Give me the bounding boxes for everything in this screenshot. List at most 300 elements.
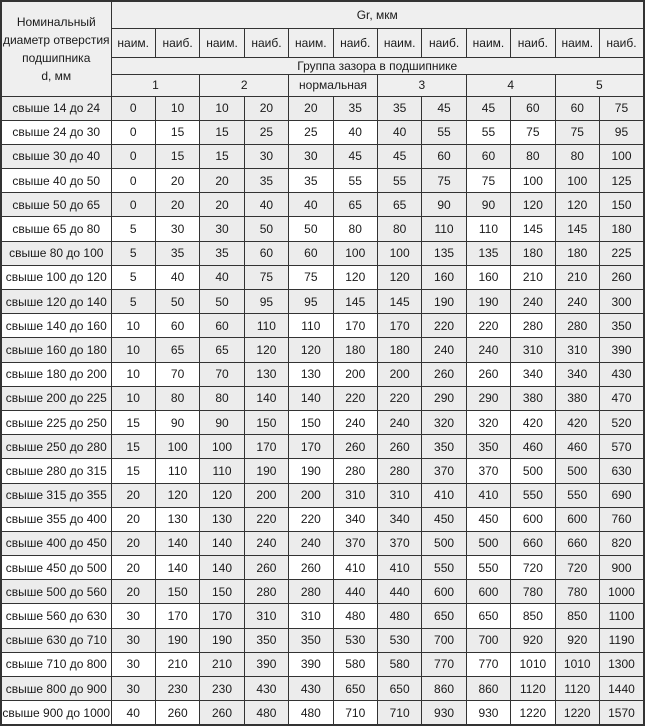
group-caption: Группа зазора в подшипнике (111, 57, 644, 74)
table-cell: 75 (511, 120, 555, 144)
table-cell: 600 (466, 580, 510, 604)
table-row (1, 96, 644, 120)
table-row (1, 507, 644, 531)
table-cell: 90 (422, 193, 466, 217)
table-cell: 900 (599, 556, 644, 580)
table-cell: 80 (555, 144, 599, 168)
table-cell: 260 (289, 556, 333, 580)
table-cell: 95 (599, 120, 644, 144)
table-row (1, 144, 644, 168)
table-cell: 240 (377, 410, 421, 434)
column-subheader: наиб. (333, 28, 377, 57)
table-cell: 60 (289, 241, 333, 265)
table-cell: 135 (422, 241, 466, 265)
column-subheader: наим. (555, 28, 599, 57)
table-cell: 150 (244, 410, 288, 434)
table-cell: 20 (111, 483, 155, 507)
table-cell: 600 (511, 507, 555, 531)
table-cell: 120 (200, 483, 244, 507)
table-cell: 240 (422, 338, 466, 362)
table-cell: 240 (555, 290, 599, 314)
table-cell: 100 (555, 169, 599, 193)
table-cell: 370 (377, 531, 421, 555)
table-cell: 15 (200, 144, 244, 168)
table-cell: 380 (555, 386, 599, 410)
table-cell: 240 (289, 531, 333, 555)
table-cell: 40 (155, 265, 199, 289)
table-cell: 130 (200, 507, 244, 531)
table-cell: 190 (289, 459, 333, 483)
table-row (1, 193, 644, 217)
table-cell: 180 (377, 338, 421, 362)
table-cell: 780 (511, 580, 555, 604)
table-cell: 65 (377, 193, 421, 217)
table-cell: 25 (289, 120, 333, 144)
table-cell: 260 (422, 362, 466, 386)
row-label: свыше 315 до 355 (1, 483, 111, 507)
table-cell: 350 (289, 628, 333, 652)
row-label: свыше 140 до 160 (1, 314, 111, 338)
table-cell: 320 (466, 410, 510, 434)
table-cell: 150 (599, 193, 644, 217)
table-row (1, 338, 644, 362)
table-row (1, 169, 644, 193)
table-cell: 90 (200, 410, 244, 434)
table-cell: 95 (244, 290, 288, 314)
table-cell: 150 (155, 580, 199, 604)
table-cell: 145 (377, 290, 421, 314)
table-cell: 140 (200, 556, 244, 580)
group-header: нормальная (289, 74, 378, 96)
table-cell: 20 (244, 96, 288, 120)
table-cell: 140 (289, 386, 333, 410)
table-cell: 100 (200, 435, 244, 459)
table-cell: 410 (377, 556, 421, 580)
table-cell: 580 (333, 652, 377, 676)
table-cell: 770 (466, 652, 510, 676)
table-cell: 340 (333, 507, 377, 531)
table-cell: 480 (333, 604, 377, 628)
row-label: свыше 710 до 800 (1, 652, 111, 676)
table-cell: 25 (244, 120, 288, 144)
table-cell: 80 (511, 144, 555, 168)
table-cell: 20 (111, 507, 155, 531)
table-cell: 1120 (555, 677, 599, 701)
table-cell: 230 (200, 677, 244, 701)
table-row (1, 580, 644, 604)
table-cell: 15 (155, 120, 199, 144)
table-cell: 930 (422, 701, 466, 725)
table-cell: 280 (511, 314, 555, 338)
table-cell: 60 (555, 96, 599, 120)
table-cell: 110 (466, 217, 510, 241)
table-cell: 10 (111, 386, 155, 410)
table-cell: 340 (377, 507, 421, 531)
table-row (1, 290, 644, 314)
table-cell: 95 (289, 290, 333, 314)
table-cell: 310 (377, 483, 421, 507)
table-cell: 170 (377, 314, 421, 338)
table-cell: 1100 (599, 604, 644, 628)
table-cell: 280 (289, 580, 333, 604)
table-cell: 140 (200, 531, 244, 555)
table-cell: 0 (111, 193, 155, 217)
table-cell: 15 (200, 120, 244, 144)
table-cell: 0 (111, 144, 155, 168)
group-header: 5 (555, 74, 644, 96)
table-cell: 60 (155, 314, 199, 338)
table-cell: 760 (599, 507, 644, 531)
table-cell: 170 (244, 435, 288, 459)
table-cell: 60 (466, 144, 510, 168)
table-cell: 160 (466, 265, 510, 289)
table-cell: 260 (599, 265, 644, 289)
table-cell: 650 (333, 677, 377, 701)
table-cell: 310 (511, 338, 555, 362)
table-cell: 10 (111, 314, 155, 338)
table-cell: 690 (599, 483, 644, 507)
column-subheader: наим. (111, 28, 155, 57)
table-cell: 45 (422, 96, 466, 120)
table-cell: 125 (599, 169, 644, 193)
table-cell: 1440 (599, 677, 644, 701)
table-cell: 30 (111, 652, 155, 676)
table-cell: 70 (200, 362, 244, 386)
table-cell: 60 (422, 144, 466, 168)
table-cell: 320 (422, 410, 466, 434)
table-cell: 20 (155, 193, 199, 217)
table-cell: 290 (466, 386, 510, 410)
table-cell: 480 (244, 701, 288, 725)
table-cell: 310 (333, 483, 377, 507)
table-cell: 550 (466, 556, 510, 580)
table-cell: 30 (155, 217, 199, 241)
table-cell: 280 (555, 314, 599, 338)
table-row (1, 435, 644, 459)
table-cell: 720 (511, 556, 555, 580)
table-cell: 220 (422, 314, 466, 338)
table-cell: 350 (466, 435, 510, 459)
table-cell: 600 (555, 507, 599, 531)
table-cell: 220 (377, 386, 421, 410)
row-header-line: Номинальный (16, 14, 96, 29)
table-cell: 90 (155, 410, 199, 434)
table-cell: 550 (511, 483, 555, 507)
table-cell: 35 (244, 169, 288, 193)
table-cell: 15 (111, 410, 155, 434)
row-header-line: диаметр отверстия (2, 32, 110, 47)
table-cell: 35 (333, 96, 377, 120)
table-cell: 350 (244, 628, 288, 652)
table-cell: 35 (200, 241, 244, 265)
table-cell: 820 (599, 531, 644, 555)
table-cell: 210 (511, 265, 555, 289)
table-cell: 220 (289, 507, 333, 531)
column-subheader: наим. (200, 28, 244, 57)
row-label: свыше 450 до 500 (1, 556, 111, 580)
table-cell: 420 (555, 410, 599, 434)
table-cell: 220 (333, 386, 377, 410)
table-cell: 350 (422, 435, 466, 459)
table-cell: 630 (599, 459, 644, 483)
table-cell: 180 (599, 217, 644, 241)
table-cell: 120 (155, 483, 199, 507)
table-cell: 120 (244, 338, 288, 362)
table-cell: 200 (289, 483, 333, 507)
table-cell: 480 (289, 701, 333, 725)
row-header-label (1, 1, 111, 96)
table-cell: 550 (422, 556, 466, 580)
table-cell: 390 (244, 652, 288, 676)
column-subheader: наиб. (511, 28, 555, 57)
table-cell: 700 (466, 628, 510, 652)
table-cell: 550 (555, 483, 599, 507)
table-cell: 20 (289, 96, 333, 120)
table-cell: 310 (244, 604, 288, 628)
table-cell: 1190 (599, 628, 644, 652)
table-cell: 75 (244, 265, 288, 289)
table-cell: 310 (555, 338, 599, 362)
table-cell: 10 (200, 96, 244, 120)
table-cell: 500 (422, 531, 466, 555)
table-cell: 5 (111, 290, 155, 314)
row-label: свыше 180 до 200 (1, 362, 111, 386)
table-cell: 470 (599, 386, 644, 410)
table-cell: 5 (111, 217, 155, 241)
table-cell: 1570 (599, 701, 644, 725)
table-cell: 110 (422, 217, 466, 241)
table-row (1, 604, 644, 628)
table-cell: 20 (111, 531, 155, 555)
table-cell: 120 (289, 338, 333, 362)
table-cell: 90 (466, 193, 510, 217)
table-cell: 720 (555, 556, 599, 580)
table-cell: 530 (377, 628, 421, 652)
table-cell: 0 (111, 96, 155, 120)
table-cell: 130 (289, 362, 333, 386)
table-cell: 200 (377, 362, 421, 386)
table-cell: 50 (244, 217, 288, 241)
row-label: свыше 65 до 80 (1, 217, 111, 241)
table-cell: 100 (155, 435, 199, 459)
table-cell: 430 (244, 677, 288, 701)
table-cell: 145 (511, 217, 555, 241)
table-row (1, 241, 644, 265)
table-cell: 200 (244, 483, 288, 507)
table-cell: 55 (377, 169, 421, 193)
table-cell: 1010 (511, 652, 555, 676)
table-cell: 170 (289, 435, 333, 459)
table-cell: 75 (555, 120, 599, 144)
table-cell: 430 (289, 677, 333, 701)
table-cell: 75 (599, 96, 644, 120)
table-cell: 1300 (599, 652, 644, 676)
table-cell: 220 (244, 507, 288, 531)
row-label: свыше 40 до 50 (1, 169, 111, 193)
table-cell: 230 (155, 677, 199, 701)
table-cell: 40 (289, 193, 333, 217)
table-cell: 110 (200, 459, 244, 483)
table-row (1, 628, 644, 652)
table-row (1, 531, 644, 555)
table-cell: 260 (200, 701, 244, 725)
table-cell: 30 (244, 144, 288, 168)
table-cell: 190 (244, 459, 288, 483)
table-row (1, 265, 644, 289)
table-cell: 370 (466, 459, 510, 483)
table-cell: 660 (555, 531, 599, 555)
table-cell: 380 (511, 386, 555, 410)
table-cell: 650 (466, 604, 510, 628)
row-label: свыше 200 до 225 (1, 386, 111, 410)
table-cell: 570 (599, 435, 644, 459)
table-cell: 130 (244, 362, 288, 386)
table-cell: 150 (289, 410, 333, 434)
table-cell: 780 (555, 580, 599, 604)
row-label: свыше 400 до 450 (1, 531, 111, 555)
table-cell: 145 (555, 217, 599, 241)
table-cell: 20 (200, 193, 244, 217)
table-row (1, 483, 644, 507)
table-cell: 280 (333, 459, 377, 483)
table-cell: 80 (155, 386, 199, 410)
table-cell: 450 (422, 507, 466, 531)
table-cell: 0 (111, 169, 155, 193)
table-cell: 500 (511, 459, 555, 483)
table-cell: 240 (333, 410, 377, 434)
table-cell: 430 (599, 362, 644, 386)
table-cell: 440 (333, 580, 377, 604)
row-label: свыше 120 до 140 (1, 290, 111, 314)
table-cell: 120 (555, 193, 599, 217)
table-cell: 140 (155, 531, 199, 555)
table-cell: 65 (333, 193, 377, 217)
table-cell: 40 (200, 265, 244, 289)
table-cell: 260 (377, 435, 421, 459)
table-cell: 200 (333, 362, 377, 386)
table-cell: 75 (289, 265, 333, 289)
table-cell: 260 (155, 701, 199, 725)
column-subheader: наиб. (155, 28, 199, 57)
table-cell: 190 (200, 628, 244, 652)
gr-header: Gr, мкм (111, 1, 644, 28)
group-header: 4 (466, 74, 555, 96)
table-cell: 120 (511, 193, 555, 217)
table-cell: 145 (333, 290, 377, 314)
table-cell: 35 (289, 169, 333, 193)
table-cell: 40 (333, 120, 377, 144)
row-label: свыше 80 до 100 (1, 241, 111, 265)
table-cell: 500 (466, 531, 510, 555)
table-cell: 70 (155, 362, 199, 386)
table-cell: 55 (466, 120, 510, 144)
table-cell: 930 (466, 701, 510, 725)
group-header: 1 (111, 74, 200, 96)
table-cell: 1000 (599, 580, 644, 604)
table-cell: 35 (377, 96, 421, 120)
table-cell: 50 (289, 217, 333, 241)
row-label: свыше 50 до 65 (1, 193, 111, 217)
table-cell: 110 (244, 314, 288, 338)
table-cell: 30 (111, 604, 155, 628)
table-cell: 280 (377, 459, 421, 483)
table-cell: 5 (111, 241, 155, 265)
table-cell: 15 (111, 459, 155, 483)
table-cell: 600 (422, 580, 466, 604)
table-cell: 160 (422, 265, 466, 289)
table-cell: 390 (599, 338, 644, 362)
table-cell: 0 (111, 120, 155, 144)
table-row (1, 701, 644, 725)
table-cell: 20 (111, 556, 155, 580)
row-label: свыше 24 до 30 (1, 120, 111, 144)
table-cell: 225 (599, 241, 644, 265)
table-cell: 860 (422, 677, 466, 701)
table-cell: 340 (511, 362, 555, 386)
table-cell: 410 (333, 556, 377, 580)
table-cell: 190 (422, 290, 466, 314)
table-cell: 710 (333, 701, 377, 725)
table-cell: 140 (155, 556, 199, 580)
table-cell: 440 (377, 580, 421, 604)
row-label: свыше 14 до 24 (1, 96, 111, 120)
table-cell: 260 (333, 435, 377, 459)
column-subheader: наиб. (244, 28, 288, 57)
row-header-line: подшипника (22, 50, 91, 65)
table-cell: 180 (555, 241, 599, 265)
table-cell: 300 (599, 290, 644, 314)
table-cell: 120 (333, 265, 377, 289)
table-cell: 390 (289, 652, 333, 676)
table-cell: 450 (466, 507, 510, 531)
table-cell: 1010 (555, 652, 599, 676)
table-cell: 240 (511, 290, 555, 314)
table-cell: 1220 (511, 701, 555, 725)
table-cell: 40 (377, 120, 421, 144)
table-cell: 40 (111, 701, 155, 725)
table-cell: 135 (466, 241, 510, 265)
table-cell: 850 (511, 604, 555, 628)
table-cell: 65 (200, 338, 244, 362)
table-cell: 210 (555, 265, 599, 289)
table-cell: 770 (422, 652, 466, 676)
table-cell: 100 (377, 241, 421, 265)
column-subheader: наим. (289, 28, 333, 57)
group-header: 2 (200, 74, 289, 96)
table-cell: 75 (466, 169, 510, 193)
table-cell: 60 (200, 314, 244, 338)
table-cell: 580 (377, 652, 421, 676)
table-cell: 35 (155, 241, 199, 265)
table-cell: 100 (599, 144, 644, 168)
table-cell: 10 (111, 338, 155, 362)
table-cell: 45 (466, 96, 510, 120)
table-cell: 80 (333, 217, 377, 241)
table-cell: 180 (511, 241, 555, 265)
group-header: 3 (377, 74, 466, 96)
table-cell: 410 (422, 483, 466, 507)
table-cell: 80 (200, 386, 244, 410)
row-label: свыше 280 до 315 (1, 459, 111, 483)
column-subheader: наим. (466, 28, 510, 57)
table-cell: 60 (511, 96, 555, 120)
table-cell: 850 (555, 604, 599, 628)
row-label: свыше 630 до 710 (1, 628, 111, 652)
row-label: свыше 100 до 120 (1, 265, 111, 289)
table-cell: 50 (155, 290, 199, 314)
table-row (1, 314, 644, 338)
table-cell: 520 (599, 410, 644, 434)
